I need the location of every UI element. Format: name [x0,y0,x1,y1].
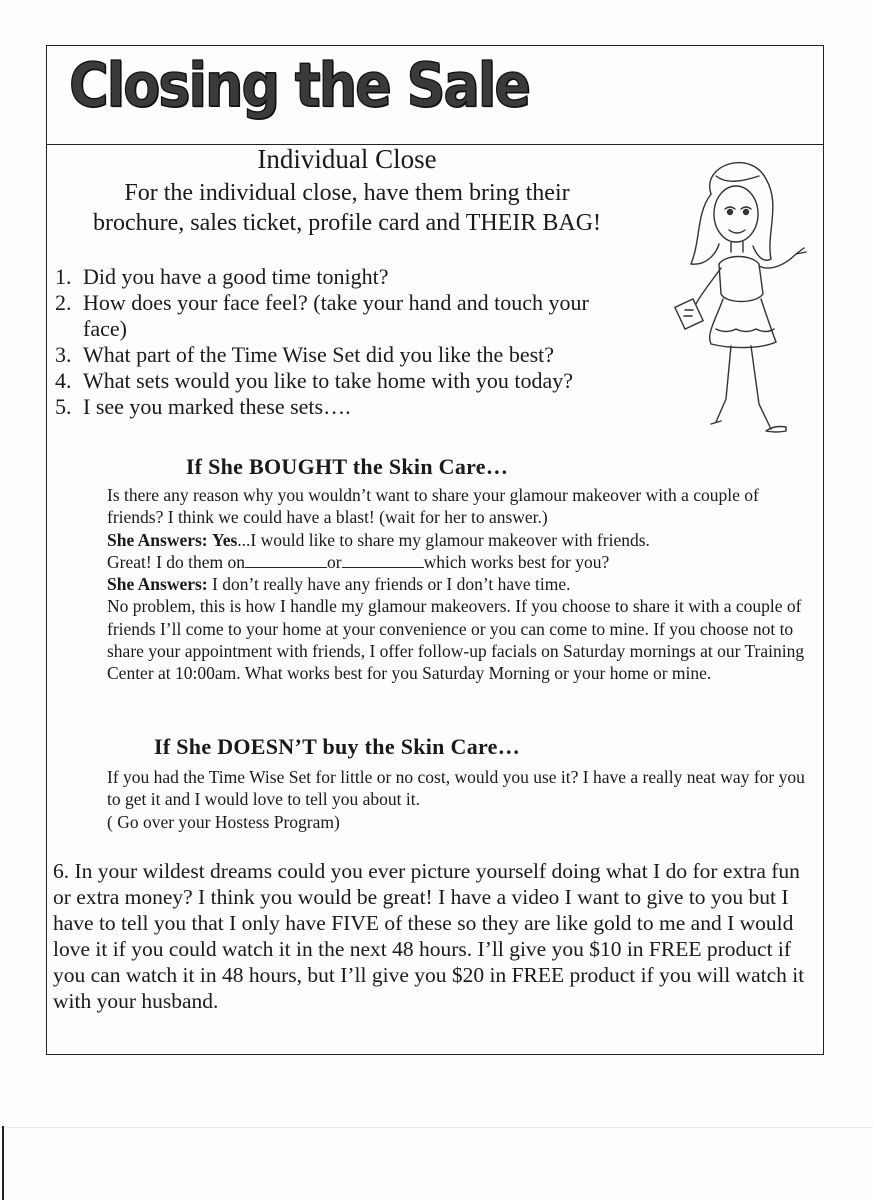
page-title: Closing the Sale [69,50,529,121]
scan-edge-line [0,1127,873,1128]
list-item: 4. What sets would you like to take home with you today? [55,368,574,393]
bought-response: No problem, this is how I handle my glamour makeovers. If you choose to share it with a couple of friends I’ll come to your home at your convenience or you can come to mine. If you choose not to share your appointment with friends, I offer follow-up facials on Saturday mornings at our Training Center at 10:00am. What works best for you Saturday Morning or your home or mine. [107,596,805,684]
cartoon-woman-illustration [671,154,811,454]
intro-line-1: For the individual close, have them bring their [124,180,570,206]
list-item: 3. What part of the Time Wise Set did you like the best? [55,342,555,367]
question-list [55,264,635,420]
date-blank-1 [245,553,327,568]
closing-question [53,858,813,1014]
bought-intro: Is there any reason why you wouldn’t want to share your glamour makeover with a couple of friends? I think we could have a blast! (wait for her to answer.) [107,485,759,528]
doesnt-section-title: If She DOESN’T buy the Skin Care… [153,734,521,759]
doesnt-note: ( Go over your Hostess Program) [107,811,340,832]
handout-frame [46,45,824,1055]
list-item: 1. Did you have a good time tonight? [55,264,389,289]
great-text-a: Great! I do them on [107,551,246,572]
title-bar [47,46,823,145]
great-text-b: which works best for you? [423,551,610,572]
doesnt-section-body [107,766,819,833]
answer1-yes: Yes [212,529,238,550]
individual-close-intro [47,178,647,238]
answer2-label: She Answers: [107,574,208,595]
individual-close-heading: Individual Close [257,144,437,174]
scan-edge-mark [2,1126,4,1200]
great-text-or: or [327,551,342,572]
doesnt-text: If you had the Time Wise Set for little or no cost, would you use it? I have a really neat way for you to get it and I would love to tell you about it. [107,767,805,810]
bought-section-body [107,484,819,685]
intro-line-2: brochure, sales ticket, profile card and THEIR BAG! [92,210,602,236]
closing-text: In your wildest dreams could you ever picture yourself doing what I do for extra fun or extra money? I think you would be great! I have a video I want to give to you but I have to tell you that I only have FIVE of these so they are like gold to me and I would love it if you could watch it in the next 48 hours. I’ll give you $10 in FREE product if you can watch it in 48 hours, but I’ll give you $20 in FREE product if you will watch it with your husband. [53,859,805,1013]
answer1-text: ...I would like to share my glamour makeover with friends. [237,529,650,550]
closing-num: 6. [53,859,70,883]
answer2-text: I don’t really have any friends or I don’t have time. [207,574,571,595]
date-blank-2 [342,553,424,568]
list-item: 2. How does your face feel? (take your hand and touch your face) [55,290,589,341]
bought-section-title: If She BOUGHT the Skin Care… [185,454,509,479]
answer1-label: She Answers: [107,529,208,550]
list-item: 5. I see you marked these sets…. [55,394,351,419]
